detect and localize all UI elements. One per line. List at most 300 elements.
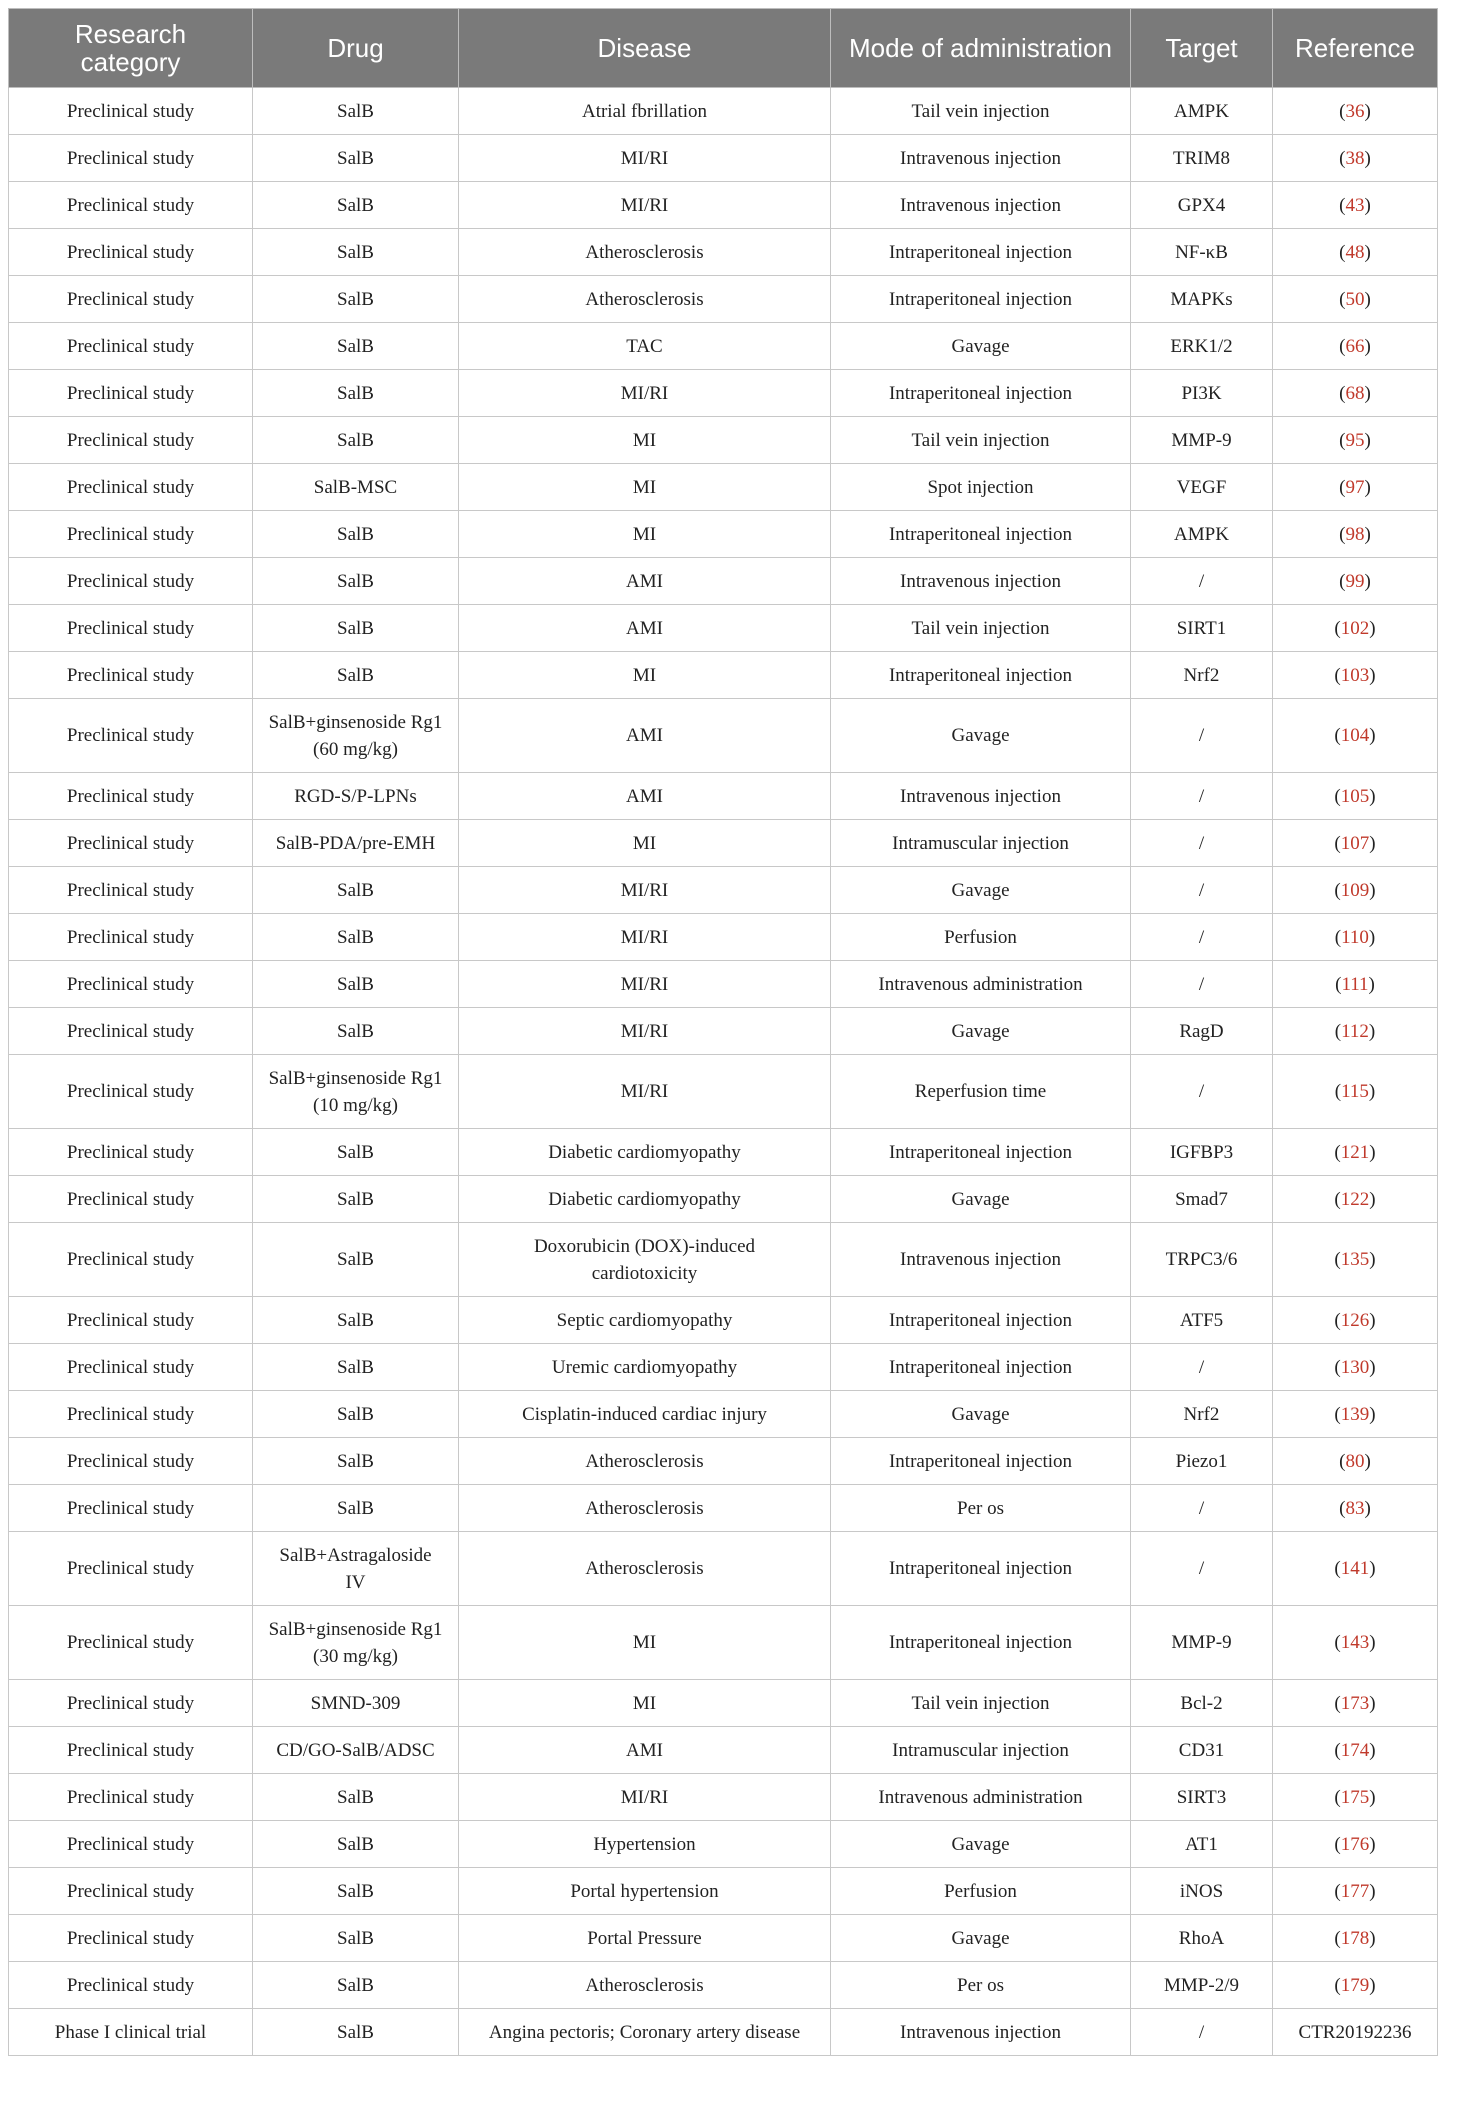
cell-mode-of-administration: Intravenous injection xyxy=(831,135,1131,182)
cell-disease: MI/RI xyxy=(459,135,831,182)
cell-disease: AMI xyxy=(459,699,831,773)
table-row xyxy=(9,652,1438,699)
cell-disease: Atherosclerosis xyxy=(459,1438,831,1485)
cell-reference xyxy=(1273,135,1438,182)
cell-drug: SalB xyxy=(253,1915,459,1962)
reference-link[interactable]: (112) xyxy=(1334,1020,1376,1042)
cell-mode-of-administration: Gavage xyxy=(831,867,1131,914)
cell-drug: SalB xyxy=(253,323,459,370)
cell-target: AMPK xyxy=(1131,88,1273,135)
cell-research-category: Preclinical study xyxy=(9,961,253,1008)
cell-target: Nrf2 xyxy=(1131,652,1273,699)
cell-mode-of-administration: Gavage xyxy=(831,1915,1131,1962)
table-container xyxy=(8,8,1437,2056)
reference-link[interactable]: (98) xyxy=(1339,523,1371,545)
reference-link[interactable]: (66) xyxy=(1339,335,1371,357)
cell-target: MMP-9 xyxy=(1131,1606,1273,1680)
cell-drug: SalB xyxy=(253,1774,459,1821)
cell-disease: Angina pectoris; Coronary artery disease xyxy=(459,2009,831,2056)
cell-drug xyxy=(253,1606,459,1680)
reference-number: 111 xyxy=(1341,973,1369,995)
table-row xyxy=(9,1055,1438,1129)
table-row xyxy=(9,914,1438,961)
table-row xyxy=(9,605,1438,652)
cell-disease: Cisplatin-induced cardiac injury xyxy=(459,1391,831,1438)
cell-target: / xyxy=(1131,1485,1273,1532)
cell-target: / xyxy=(1131,867,1273,914)
table-row xyxy=(9,88,1438,135)
reference-link[interactable]: (179) xyxy=(1334,1974,1376,1996)
cell-reference xyxy=(1273,276,1438,323)
cell-target: SIRT3 xyxy=(1131,1774,1273,1821)
cell-target: SIRT1 xyxy=(1131,605,1273,652)
table-row xyxy=(9,820,1438,867)
cell-disease: MI xyxy=(459,511,831,558)
cell-target: MMP-9 xyxy=(1131,417,1273,464)
table-row xyxy=(9,1297,1438,1344)
cell-mode-of-administration: Gavage xyxy=(831,1176,1131,1223)
table-row xyxy=(9,135,1438,182)
cell-mode-of-administration: Intraperitoneal injection xyxy=(831,1532,1131,1606)
cell-research-category: Preclinical study xyxy=(9,1485,253,1532)
reference-link[interactable]: (104) xyxy=(1334,725,1376,746)
cell-disease: Diabetic cardiomyopathy xyxy=(459,1129,831,1176)
cell-reference xyxy=(1273,1129,1438,1176)
cell-mode-of-administration: Per os xyxy=(831,1485,1131,1532)
cell-research-category: Preclinical study xyxy=(9,1962,253,2009)
cell-mode-of-administration: Intravenous administration xyxy=(831,1774,1131,1821)
cell-research-category: Preclinical study xyxy=(9,370,253,417)
cell-research-category: Preclinical study xyxy=(9,867,253,914)
cell-research-category: Preclinical study xyxy=(9,135,253,182)
cell-target: / xyxy=(1131,914,1273,961)
cell-target: / xyxy=(1131,1344,1273,1391)
cell-reference xyxy=(1273,1821,1438,1868)
cell-target: Piezo1 xyxy=(1131,1438,1273,1485)
cell-target: IGFBP3 xyxy=(1131,1129,1273,1176)
cell-disease: TAC xyxy=(459,323,831,370)
cell-mode-of-administration: Intraperitoneal injection xyxy=(831,1129,1131,1176)
cell-reference xyxy=(1273,182,1438,229)
cell-research-category: Preclinical study xyxy=(9,323,253,370)
cell-drug: SalB xyxy=(253,370,459,417)
table-row xyxy=(9,1915,1438,1962)
reference-number: 66 xyxy=(1345,335,1365,357)
reference-number: 122 xyxy=(1340,1188,1370,1210)
reference-number: 99 xyxy=(1345,570,1365,592)
cell-mode-of-administration: Spot injection xyxy=(831,464,1131,511)
table-row xyxy=(9,1532,1438,1606)
reference-link[interactable]: (107) xyxy=(1334,832,1376,854)
cell-disease: Atherosclerosis xyxy=(459,1485,831,1532)
cell-reference xyxy=(1273,511,1438,558)
cell-research-category: Preclinical study xyxy=(9,511,253,558)
reference-link[interactable]: (135) xyxy=(1334,1249,1376,1270)
cell-disease: AMI xyxy=(459,773,831,820)
cell-drug xyxy=(253,1055,459,1129)
cell-drug: SalB xyxy=(253,1176,459,1223)
cell-reference xyxy=(1273,1055,1438,1129)
reference-number: 112 xyxy=(1341,1020,1369,1042)
reference-number: 97 xyxy=(1345,476,1365,498)
cell-reference xyxy=(1273,1176,1438,1223)
reference-link[interactable]: (143) xyxy=(1334,1632,1376,1653)
reference-link[interactable]: (99) xyxy=(1339,570,1371,592)
cell-target: / xyxy=(1131,2009,1273,2056)
cell-disease: Hypertension xyxy=(459,1821,831,1868)
cell-disease: MI/RI xyxy=(459,1008,831,1055)
cell-mode-of-administration: Tail vein injection xyxy=(831,88,1131,135)
table-row xyxy=(9,867,1438,914)
cell-disease xyxy=(459,1223,831,1297)
cell-disease: AMI xyxy=(459,558,831,605)
cell-mode-of-administration: Intravenous injection xyxy=(831,773,1131,820)
cell-reference xyxy=(1273,867,1438,914)
reference-link[interactable]: (176) xyxy=(1334,1833,1376,1855)
reference-number: 80 xyxy=(1345,1450,1365,1472)
cell-mode-of-administration: Intraperitoneal injection xyxy=(831,229,1131,276)
reference-number: 83 xyxy=(1345,1497,1365,1519)
reference-link[interactable]: (95) xyxy=(1339,429,1371,451)
reference-number: 98 xyxy=(1345,523,1365,545)
cell-drug: SalB xyxy=(253,1008,459,1055)
reference-number: 107 xyxy=(1340,832,1370,854)
table-row xyxy=(9,276,1438,323)
cell-disease: Uremic cardiomyopathy xyxy=(459,1344,831,1391)
cell-research-category: Preclinical study xyxy=(9,558,253,605)
cell-target: RhoA xyxy=(1131,1915,1273,1962)
cell-disease: Portal Pressure xyxy=(459,1915,831,1962)
cell-reference xyxy=(1273,1438,1438,1485)
cell-reference xyxy=(1273,605,1438,652)
cell-research-category: Preclinical study xyxy=(9,1223,253,1297)
reference-link[interactable]: (177) xyxy=(1334,1880,1376,1902)
cell-disease: AMI xyxy=(459,1727,831,1774)
table-row xyxy=(9,1821,1438,1868)
table-row xyxy=(9,773,1438,820)
reference-number: 177 xyxy=(1340,1880,1370,1902)
cell-mode-of-administration: Gavage xyxy=(831,1008,1131,1055)
header-drug: Drug xyxy=(253,9,459,88)
reference-number: 141 xyxy=(1340,1558,1370,1579)
cell-mode-of-administration: Tail vein injection xyxy=(831,1680,1131,1727)
reference-link[interactable]: (111) xyxy=(1335,973,1375,995)
reference-number: 105 xyxy=(1340,785,1370,807)
cell-line: IV xyxy=(345,1571,366,1593)
reference-number: 50 xyxy=(1345,288,1365,310)
cell-reference xyxy=(1273,1774,1438,1821)
cell-drug: SalB xyxy=(253,605,459,652)
cell-line: cardiotoxicity xyxy=(591,1262,698,1284)
cell-disease: MI/RI xyxy=(459,961,831,1008)
cell-research-category: Preclinical study xyxy=(9,1606,253,1680)
cell-target: / xyxy=(1131,961,1273,1008)
cell-target: AT1 xyxy=(1131,1821,1273,1868)
cell-target: / xyxy=(1131,820,1273,867)
reference-link[interactable]: (174) xyxy=(1334,1739,1376,1761)
reference-link[interactable]: (68) xyxy=(1339,382,1371,404)
table-row xyxy=(9,1008,1438,1055)
cell-disease: Atherosclerosis xyxy=(459,229,831,276)
cell-target: RagD xyxy=(1131,1008,1273,1055)
reference-link[interactable]: (110) xyxy=(1334,926,1376,948)
cell-target: TRPC3/6 xyxy=(1131,1223,1273,1297)
table-row xyxy=(9,182,1438,229)
cell-drug: SalB xyxy=(253,652,459,699)
table-row xyxy=(9,2009,1438,2056)
cell-research-category: Preclinical study xyxy=(9,1391,253,1438)
cell-drug: SalB xyxy=(253,1391,459,1438)
cell-disease: Diabetic cardiomyopathy xyxy=(459,1176,831,1223)
reference-number: 121 xyxy=(1340,1141,1370,1163)
reference-number: 143 xyxy=(1340,1632,1370,1653)
cell-research-category: Preclinical study xyxy=(9,1532,253,1606)
table-body xyxy=(9,88,1438,2056)
reference-link[interactable]: (103) xyxy=(1334,664,1376,686)
cell-mode-of-administration: Perfusion xyxy=(831,914,1131,961)
cell-drug: SalB xyxy=(253,88,459,135)
cell-reference xyxy=(1273,323,1438,370)
cell-drug: SalB xyxy=(253,1129,459,1176)
cell-reference xyxy=(1273,558,1438,605)
reference-link[interactable]: (115) xyxy=(1334,1081,1376,1102)
reference-link[interactable]: (97) xyxy=(1339,476,1371,498)
reference-number: 174 xyxy=(1340,1739,1370,1761)
cell-drug: SalB xyxy=(253,417,459,464)
table-row xyxy=(9,1485,1438,1532)
cell-research-category: Preclinical study xyxy=(9,820,253,867)
reference-number: 173 xyxy=(1340,1692,1370,1714)
cell-reference xyxy=(1273,914,1438,961)
reference-number: 139 xyxy=(1340,1403,1370,1425)
reference-number: 176 xyxy=(1340,1833,1370,1855)
cell-reference xyxy=(1273,1391,1438,1438)
cell-reference xyxy=(1273,1606,1438,1680)
reference-link[interactable]: (173) xyxy=(1334,1692,1376,1714)
cell-target: NF-κB xyxy=(1131,229,1273,276)
cell-drug: SalB xyxy=(253,1485,459,1532)
cell-target: ATF5 xyxy=(1131,1297,1273,1344)
cell-drug: SalB xyxy=(253,1868,459,1915)
reference-number: 175 xyxy=(1340,1786,1370,1808)
cell-target: Nrf2 xyxy=(1131,1391,1273,1438)
reference-number: 130 xyxy=(1340,1356,1370,1378)
cell-reference xyxy=(1273,229,1438,276)
cell-line: (10 mg/kg) xyxy=(313,1094,398,1116)
cell-target: Smad7 xyxy=(1131,1176,1273,1223)
table-row xyxy=(9,417,1438,464)
reference-link[interactable]: (83) xyxy=(1339,1497,1371,1519)
cell-disease: MI/RI xyxy=(459,182,831,229)
cell-disease: Atherosclerosis xyxy=(459,276,831,323)
reference-number: 48 xyxy=(1345,241,1365,263)
cell-line: SalB+Astragaloside xyxy=(279,1544,432,1566)
table-row xyxy=(9,511,1438,558)
cell-research-category: Preclinical study xyxy=(9,914,253,961)
table-row xyxy=(9,1176,1438,1223)
cell-reference xyxy=(1273,1915,1438,1962)
cell-mode-of-administration: Gavage xyxy=(831,1391,1131,1438)
header-reference: Reference xyxy=(1273,9,1438,88)
cell-disease: MI xyxy=(459,417,831,464)
cell-target: ERK1/2 xyxy=(1131,323,1273,370)
cell-research-category: Preclinical study xyxy=(9,1915,253,1962)
reference-link[interactable]: (178) xyxy=(1334,1927,1376,1949)
cell-reference xyxy=(1273,1532,1438,1606)
table-row xyxy=(9,558,1438,605)
cell-research-category: Preclinical study xyxy=(9,417,253,464)
cell-drug: SalB xyxy=(253,961,459,1008)
reference-link[interactable]: (102) xyxy=(1334,617,1376,639)
cell-mode-of-administration: Tail vein injection xyxy=(831,417,1131,464)
cell-disease: MI/RI xyxy=(459,1055,831,1129)
cell-drug: SalB xyxy=(253,558,459,605)
cell-research-category: Preclinical study xyxy=(9,1008,253,1055)
reference-link[interactable]: (122) xyxy=(1334,1188,1376,1210)
cell-disease: AMI xyxy=(459,605,831,652)
table-row xyxy=(9,1774,1438,1821)
research-table xyxy=(8,8,1438,2056)
cell-mode-of-administration: Intraperitoneal injection xyxy=(831,1297,1131,1344)
cell-target: / xyxy=(1131,1055,1273,1129)
cell-research-category: Preclinical study xyxy=(9,1821,253,1868)
cell-mode-of-administration: Perfusion xyxy=(831,1868,1131,1915)
cell-reference xyxy=(1273,699,1438,773)
table-row xyxy=(9,1727,1438,1774)
reference-number: 102 xyxy=(1340,617,1370,639)
cell-research-category: Phase I clinical trial xyxy=(9,2009,253,2056)
reference-link[interactable]: (130) xyxy=(1334,1356,1376,1378)
cell-drug: SalB xyxy=(253,914,459,961)
cell-disease: MI/RI xyxy=(459,1774,831,1821)
cell-mode-of-administration: Intraperitoneal injection xyxy=(831,1606,1131,1680)
header-mode-of-administration: Mode of administration xyxy=(831,9,1131,88)
reference-number: 126 xyxy=(1340,1309,1370,1331)
table-row xyxy=(9,1962,1438,2009)
reference-link[interactable]: (38) xyxy=(1339,147,1371,169)
reference-link[interactable]: (80) xyxy=(1339,1450,1371,1472)
reference-number: 104 xyxy=(1340,725,1370,746)
reference-number: 110 xyxy=(1341,926,1369,948)
cell-disease: MI xyxy=(459,820,831,867)
cell-research-category: Preclinical study xyxy=(9,1129,253,1176)
cell-disease: MI/RI xyxy=(459,370,831,417)
reference-link[interactable]: (121) xyxy=(1334,1141,1376,1163)
cell-disease: MI/RI xyxy=(459,867,831,914)
reference-link[interactable]: (50) xyxy=(1339,288,1371,310)
cell-mode-of-administration: Tail vein injection xyxy=(831,605,1131,652)
reference-link[interactable]: (43) xyxy=(1339,194,1371,216)
table-row xyxy=(9,961,1438,1008)
cell-research-category: Preclinical study xyxy=(9,1774,253,1821)
table-row xyxy=(9,229,1438,276)
cell-line: SalB+ginsenoside Rg1 xyxy=(268,711,443,733)
cell-mode-of-administration: Intraperitoneal injection xyxy=(831,1344,1131,1391)
reference-link[interactable]: (141) xyxy=(1334,1558,1376,1579)
cell-mode-of-administration: Intravenous injection xyxy=(831,1223,1131,1297)
reference-number: 135 xyxy=(1340,1249,1370,1270)
cell-line: (30 mg/kg) xyxy=(313,1645,398,1667)
cell-reference xyxy=(1273,1727,1438,1774)
reference-link[interactable]: (139) xyxy=(1334,1403,1376,1425)
cell-research-category: Preclinical study xyxy=(9,1727,253,1774)
cell-mode-of-administration: Reperfusion time xyxy=(831,1055,1131,1129)
cell-line: SalB+ginsenoside Rg1 xyxy=(268,1618,443,1640)
table-row xyxy=(9,370,1438,417)
cell-mode-of-administration: Intravenous injection xyxy=(831,2009,1131,2056)
cell-reference xyxy=(1273,1868,1438,1915)
cell-disease: MI xyxy=(459,1606,831,1680)
cell-drug: SalB xyxy=(253,1297,459,1344)
reference-link[interactable]: (48) xyxy=(1339,241,1371,263)
cell-disease: Atherosclerosis xyxy=(459,1532,831,1606)
cell-reference xyxy=(1273,88,1438,135)
cell-line: Doxorubicin (DOX)-induced xyxy=(533,1235,756,1257)
cell-target: AMPK xyxy=(1131,511,1273,558)
cell-reference xyxy=(1273,417,1438,464)
cell-reference xyxy=(1273,652,1438,699)
cell-reference xyxy=(1273,1962,1438,2009)
cell-drug: SalB xyxy=(253,182,459,229)
cell-drug: SalB-PDA/pre-EMH xyxy=(253,820,459,867)
table-row xyxy=(9,1344,1438,1391)
cell-research-category: Preclinical study xyxy=(9,1868,253,1915)
cell-drug: SalB xyxy=(253,867,459,914)
reference-link[interactable]: (126) xyxy=(1334,1309,1376,1331)
table-row xyxy=(9,1223,1438,1297)
reference-link[interactable]: (105) xyxy=(1334,785,1376,807)
cell-target: PI3K xyxy=(1131,370,1273,417)
cell-mode-of-administration: Intravenous injection xyxy=(831,558,1131,605)
cell-disease: MI xyxy=(459,652,831,699)
cell-target: / xyxy=(1131,558,1273,605)
cell-mode-of-administration: Gavage xyxy=(831,1821,1131,1868)
table-row xyxy=(9,1129,1438,1176)
cell-target: / xyxy=(1131,699,1273,773)
reference-number: 115 xyxy=(1341,1081,1369,1102)
table-row xyxy=(9,1438,1438,1485)
reference-link[interactable]: (36) xyxy=(1339,100,1371,122)
cell-target: MMP-2/9 xyxy=(1131,1962,1273,2009)
table-row xyxy=(9,323,1438,370)
cell-reference xyxy=(1273,1485,1438,1532)
cell-disease: Septic cardiomyopathy xyxy=(459,1297,831,1344)
cell-reference xyxy=(1273,1297,1438,1344)
table-row xyxy=(9,1680,1438,1727)
cell-research-category: Preclinical study xyxy=(9,182,253,229)
cell-reference xyxy=(1273,1680,1438,1727)
cell-target: / xyxy=(1131,1532,1273,1606)
cell-research-category: Preclinical study xyxy=(9,652,253,699)
reference-link[interactable]: (109) xyxy=(1334,879,1376,901)
cell-drug: SalB xyxy=(253,511,459,558)
cell-research-category: Preclinical study xyxy=(9,699,253,773)
cell-drug: SalB xyxy=(253,1821,459,1868)
cell-reference xyxy=(1273,1223,1438,1297)
cell-drug: SalB-MSC xyxy=(253,464,459,511)
reference-link[interactable]: (175) xyxy=(1334,1786,1376,1808)
cell-drug: SalB xyxy=(253,229,459,276)
cell-reference: CTR20192236 xyxy=(1273,2009,1438,2056)
reference-number: 178 xyxy=(1340,1927,1370,1949)
cell-mode-of-administration: Intramuscular injection xyxy=(831,1727,1131,1774)
cell-drug: SalB xyxy=(253,1344,459,1391)
cell-mode-of-administration: Intraperitoneal injection xyxy=(831,370,1131,417)
cell-research-category: Preclinical study xyxy=(9,1438,253,1485)
reference-number: 103 xyxy=(1340,664,1370,686)
reference-number: 95 xyxy=(1345,429,1365,451)
cell-reference xyxy=(1273,370,1438,417)
